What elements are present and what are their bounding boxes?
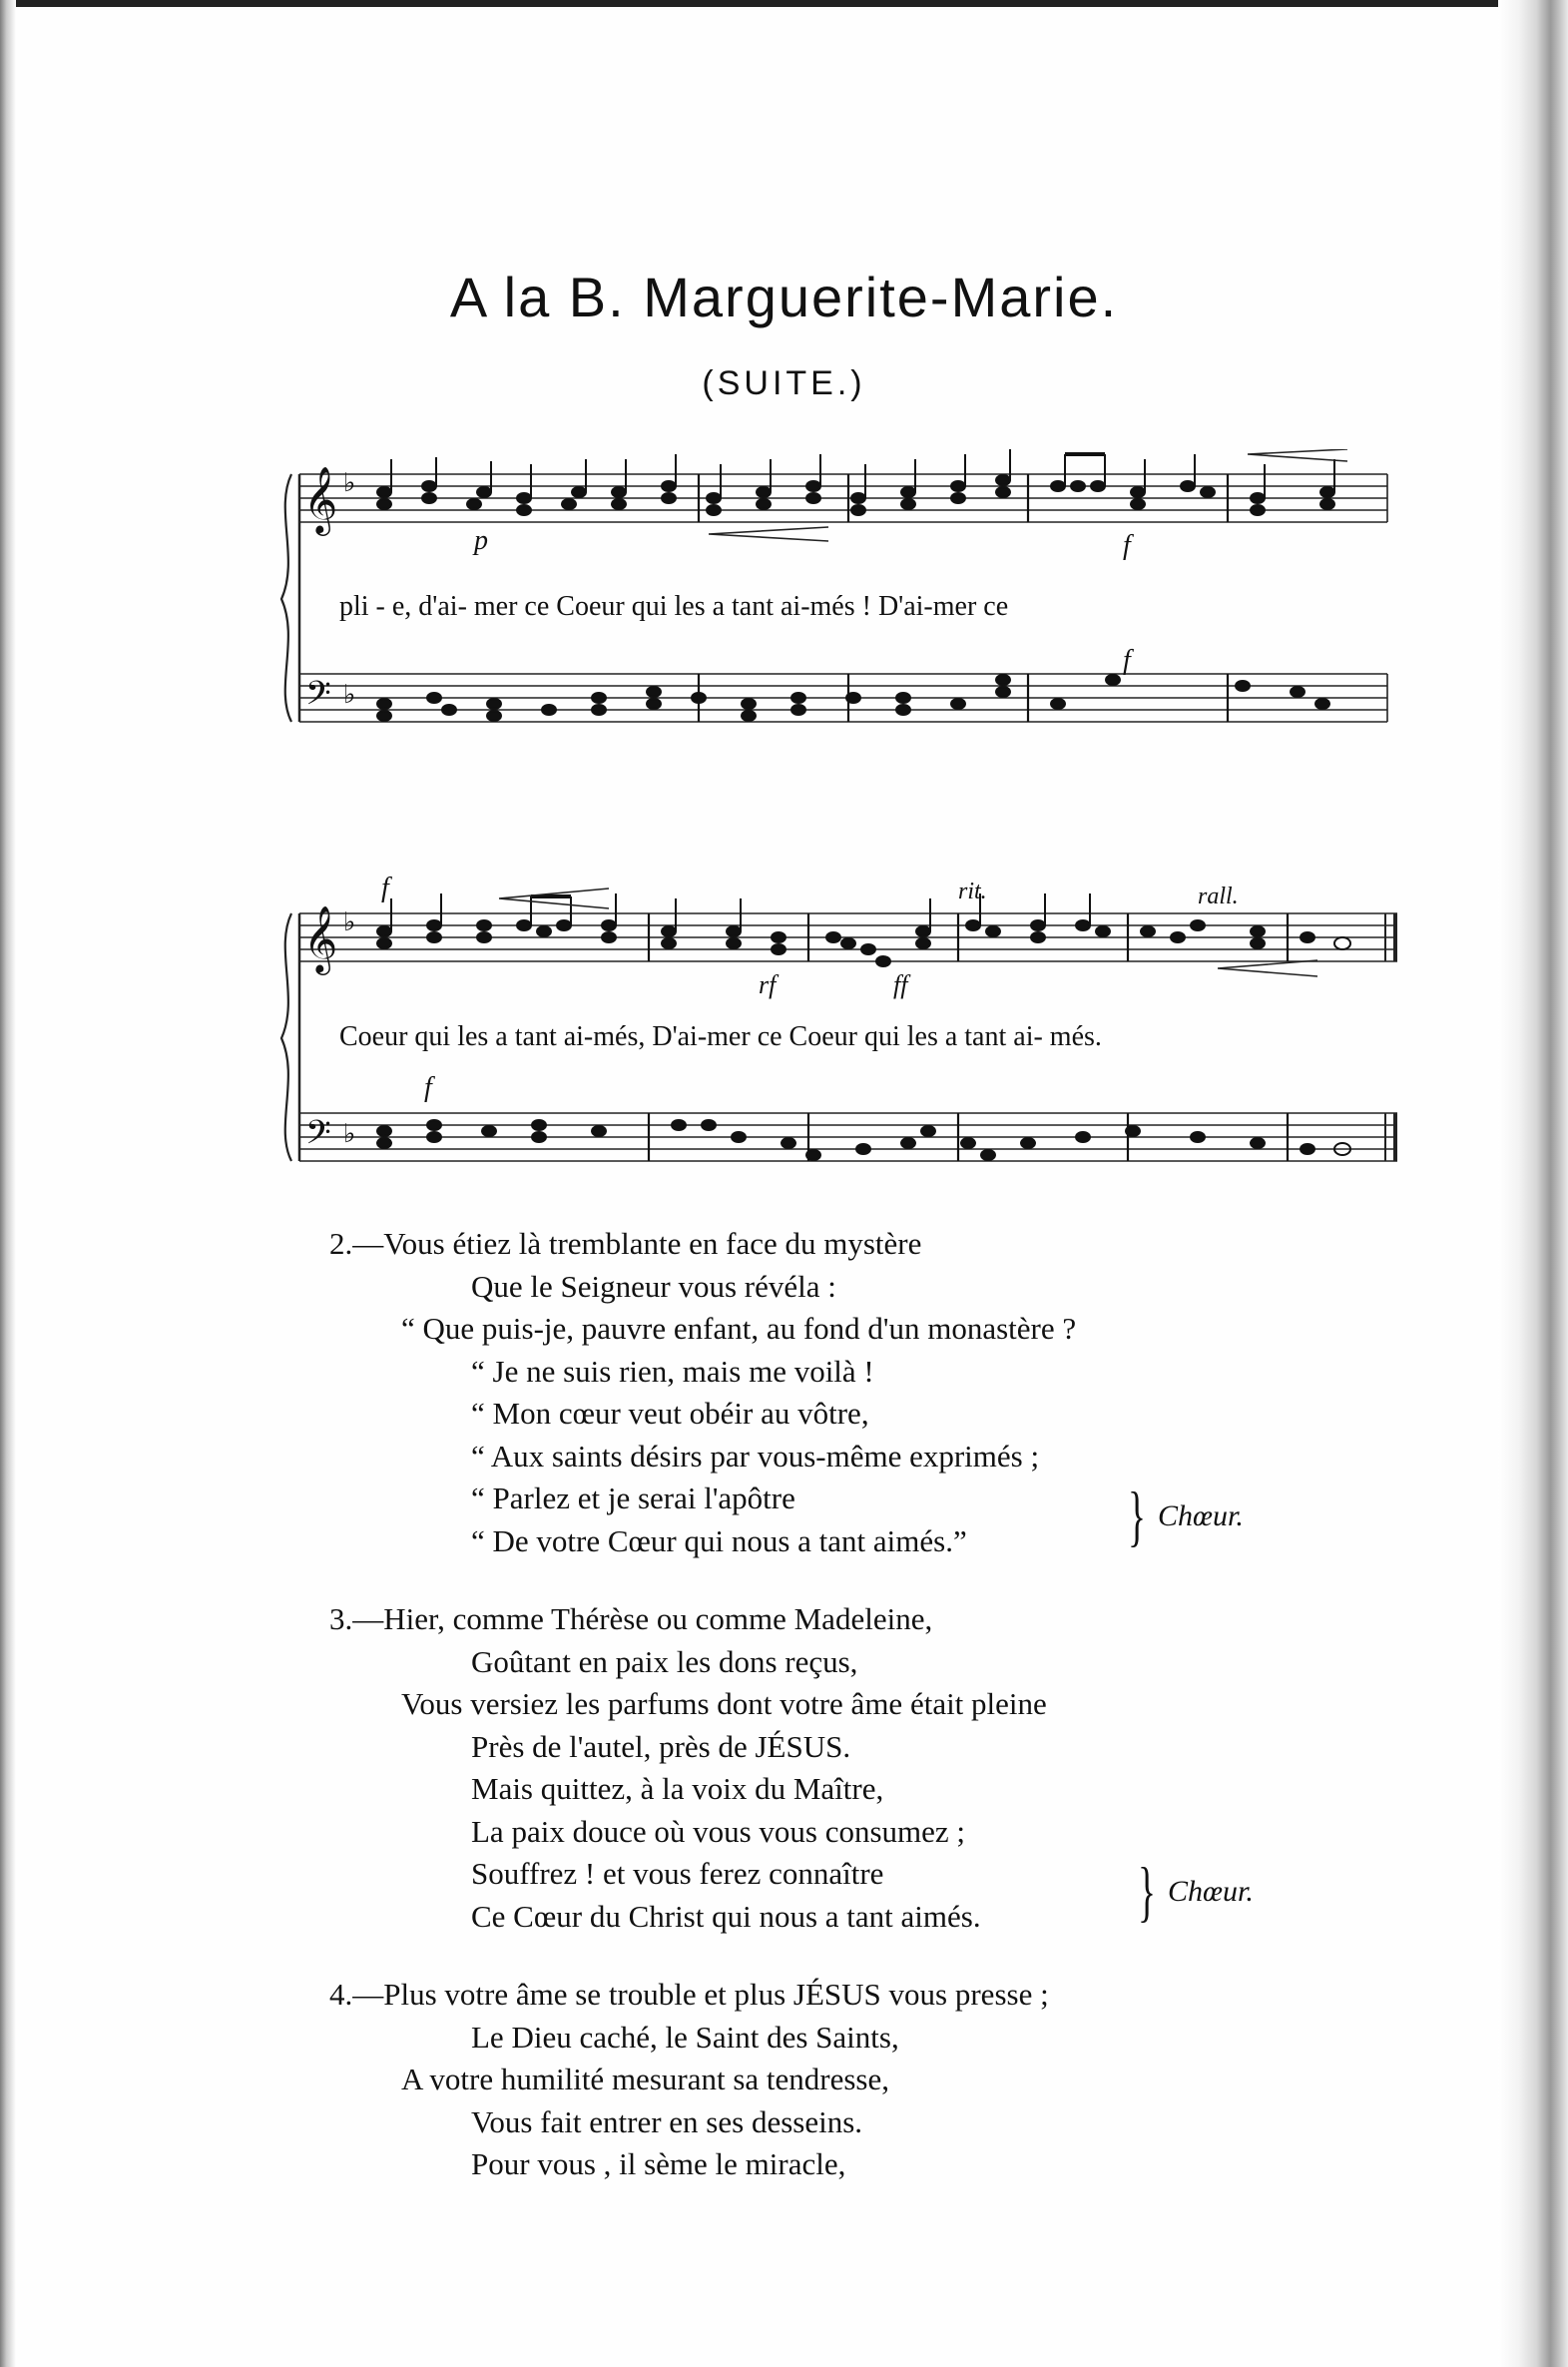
dynamic-mark: rf <box>759 970 777 999</box>
dynamic-mark: f <box>424 1072 432 1103</box>
page-top-edge <box>0 0 1568 7</box>
verse-line: “ Mon cœur veut obéir au vôtre, <box>471 1396 869 1431</box>
verse-line: Goûtant en paix les dons reçus, <box>471 1643 858 1679</box>
brace-icon: } <box>1128 1478 1146 1553</box>
flat-icon: ♭ <box>343 907 356 936</box>
verses <box>329 1223 1327 2222</box>
tempo-mark: rall. <box>1198 884 1239 909</box>
flat-icon: ♭ <box>343 1119 356 1148</box>
dynamic-mark: f <box>1123 645 1131 676</box>
chorus-group <box>329 1853 1327 1938</box>
page-left-edge <box>0 0 16 2367</box>
treble-notes-1 <box>377 449 1334 515</box>
bass-clef-icon: 𝄢 <box>305 1114 331 1160</box>
verse-line: Que le Seigneur vous révéla : <box>471 1268 836 1304</box>
verse-line: Vous fait entrer en ses desseins. <box>471 2103 863 2139</box>
verse-line: Souffrez ! et vous ferez connaître <box>471 1856 884 1891</box>
verse-line: Pour vous , il sème le miracle, <box>471 2146 846 2181</box>
flat-icon: ♭ <box>343 468 356 497</box>
verse-line: Mais quittez, à la voix du Maître, <box>471 1771 884 1806</box>
music-system-2 <box>269 869 1407 1198</box>
tempo-mark: rit. <box>958 879 987 904</box>
dynamic-mark: f <box>1123 530 1131 561</box>
flat-icon: ♭ <box>343 680 356 709</box>
verse-line: 2.—Vous étiez là tremblante en face du mystère <box>329 1226 922 1261</box>
verse-line: Ce Cœur du Christ qui nous a tant aimés. <box>471 1898 981 1934</box>
page-subtitle: (SUITE.) <box>702 364 866 402</box>
music-system-1 <box>269 449 1407 779</box>
bass-clef-icon: 𝄢 <box>305 675 331 721</box>
lyrics-line-2: Coeur qui les a tant ai-més, D'ai-mer ce Coeur qui les a tant ai- més. <box>339 1021 1102 1052</box>
treble-clef-icon: 𝄞 <box>303 465 338 533</box>
page-title: A la B. Marguerite-Marie. <box>449 266 1119 328</box>
verse-line: 3.—Hier, comme Thérèse ou comme Madeleine, <box>329 1601 933 1636</box>
stanza-2 <box>329 1223 1327 1562</box>
verse-line: 4.—Plus votre âme se trouble et plus JÉSUS vous presse ; <box>329 1977 1049 2012</box>
chorus-label: Chœur. <box>1168 1875 1254 1908</box>
chorus-label: Chœur. <box>1158 1499 1244 1532</box>
dynamic-mark: ff <box>893 970 908 999</box>
chorus-group <box>329 1478 1327 1562</box>
verse-line: Le Dieu caché, le Saint des Saints, <box>471 2019 899 2055</box>
verse-line: “ Parlez et je serai l'apôtre <box>471 1480 795 1515</box>
verse-line: “ Que puis-je, pauvre enfant, au fond d'un monastère ? <box>401 1311 1077 1346</box>
treble-clef-icon: 𝄞 <box>303 904 338 972</box>
brace-icon: } <box>1138 1853 1156 1929</box>
stanza-4 <box>329 1974 1327 2186</box>
verse-line: “ Je ne suis rien, mais me voilà ! <box>471 1353 874 1389</box>
verse-line: Près de l'autel, près de JÉSUS. <box>471 1728 851 1764</box>
verse-line: “ Aux saints désirs par vous-même exprimés ; <box>471 1438 1040 1474</box>
verse-line: A votre humilité mesurant sa tendresse, <box>401 2062 889 2096</box>
verse-line: “ De votre Cœur qui nous a tant aimés.” <box>471 1522 967 1558</box>
verse-line: Vous versiez les parfums dont votre âme était pleine <box>401 1686 1047 1721</box>
bass-notes-2 <box>377 1120 1350 1160</box>
verse-line: La paix douce où vous vous consumez ; <box>471 1813 966 1849</box>
dynamic-mark: p <box>474 525 488 556</box>
lyrics-line-1: pli - e, d'ai- mer ce Coeur qui les a tant ai-més ! D'ai-mer ce <box>339 591 1009 622</box>
stanza-3 <box>329 1598 1327 1938</box>
page-right-edge <box>1498 0 1568 2367</box>
dynamic-mark: f <box>381 873 389 903</box>
